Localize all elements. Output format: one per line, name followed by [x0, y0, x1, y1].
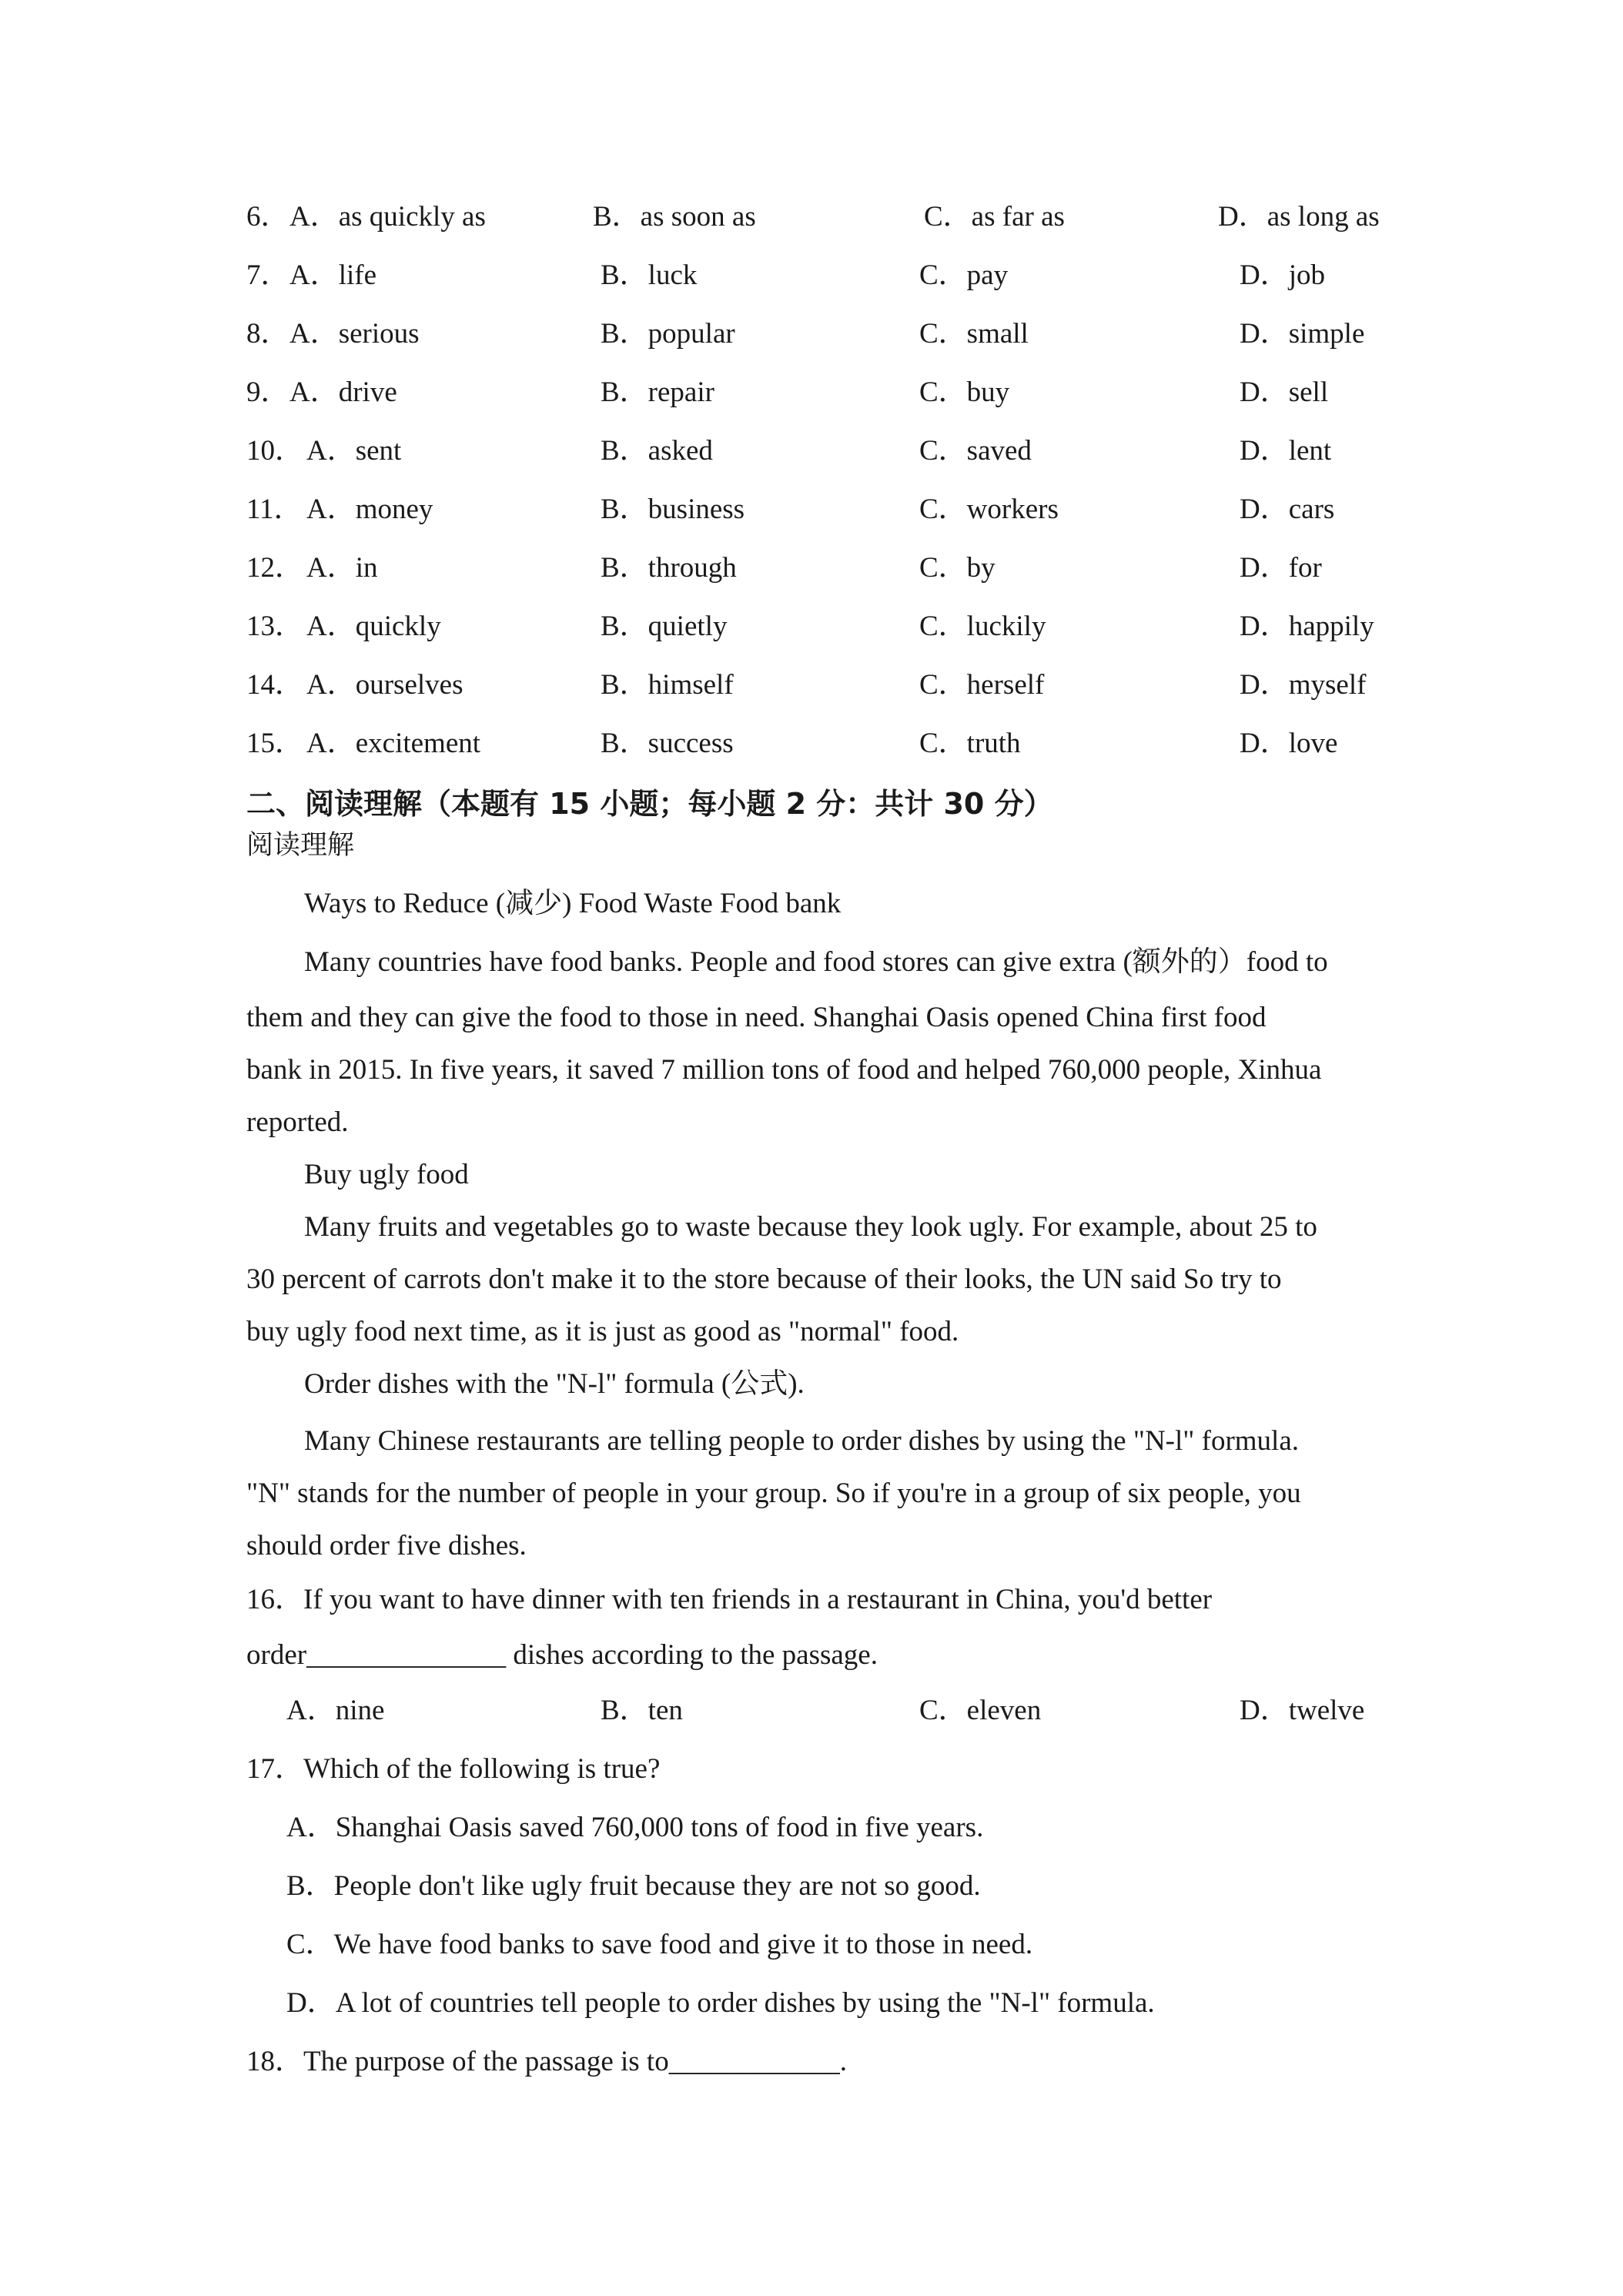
cloze-row-12	[0, 550, 1623, 587]
option-d: D．cars	[1240, 494, 1335, 525]
option-c: C．workers	[919, 494, 1059, 525]
q17-option-d: D．A lot of countries tell people to order dishes by using the "N-l" formula.	[286, 1987, 1155, 2019]
option-a: A．serious	[289, 318, 420, 350]
option-d: D．job	[1240, 259, 1325, 291]
option-a: A．nine	[286, 1695, 385, 1726]
option-a: A．ourselves	[306, 669, 463, 701]
q16-stem-line-1: 16．If you want to have dinner with ten friends in a restaurant in China, you'd better	[246, 1584, 1213, 1615]
option-a: A．life	[289, 259, 377, 291]
cloze-row-8	[0, 316, 1623, 353]
item-number: 14．	[246, 669, 303, 701]
option-b: B．as soon as	[593, 201, 756, 233]
option-b: B．asked	[601, 435, 713, 467]
para1-line-2: them and they can give the food to those in need. Shanghai Oasis opened China first food	[246, 1002, 1267, 1033]
option-d: D．as long as	[1218, 201, 1380, 233]
item-number: 6．	[246, 201, 289, 233]
q17-stem: 17．Which of the following is true?	[246, 1753, 661, 1785]
option-a: A．money	[306, 494, 433, 525]
q16-options	[0, 1692, 1623, 1729]
option-a: A．quickly	[306, 611, 441, 642]
option-c: C．eleven	[919, 1695, 1042, 1726]
subtitle-formula: Order dishes with the "N-l" formula (公式).	[304, 1368, 805, 1400]
para3-line-2: "N" stands for the number of people in your group. So if you're in a group of six people, you	[246, 1478, 1301, 1509]
para3-line-1: Many Chinese restaurants are telling people to order dishes by using the "N-l" formula.	[304, 1425, 1300, 1457]
para1-line-3: bank in 2015. In five years, it saved 7 million tons of food and helped 760,000 people, Xinhua	[246, 1054, 1322, 1086]
q18-stem: 18．The purpose of the passage is to____________.	[246, 2046, 847, 2077]
option-b: B．ten	[601, 1695, 683, 1726]
option-c: C．saved	[919, 435, 1032, 467]
item-number: 7．	[246, 259, 289, 291]
option-b: B．luck	[601, 259, 698, 291]
option-d: D．for	[1240, 552, 1322, 584]
option-d: D．happily	[1240, 611, 1374, 642]
para2-line-2: 30 percent of carrots don't make it to the store because of their looks, the UN said So try to	[246, 1263, 1282, 1295]
option-c: C．as far as	[924, 201, 1065, 233]
option-a: A．drive	[289, 377, 397, 408]
cloze-row-14	[0, 667, 1623, 704]
option-d: D．twelve	[1240, 1695, 1365, 1726]
item-number: 10．	[246, 435, 303, 467]
option-c: C．herself	[919, 669, 1045, 701]
section-heading: 二、阅读理解（本题有 15 小题；每小题 2 分：共计 30 分）	[246, 787, 1053, 821]
q16-stem-line-2: order______________ dishes according to the passage.	[246, 1639, 878, 1671]
cloze-row-10	[0, 433, 1623, 470]
option-b: B．quietly	[601, 611, 728, 642]
item-number: 11．	[246, 494, 303, 525]
option-c: C．pay	[919, 259, 1009, 291]
option-d: D．simple	[1240, 318, 1365, 350]
cloze-row-13	[0, 608, 1623, 645]
option-b: B．repair	[601, 377, 714, 408]
option-b: B．popular	[601, 318, 735, 350]
cloze-row-7	[0, 257, 1623, 294]
option-d: D．myself	[1240, 669, 1367, 701]
section-subheading: 阅读理解	[246, 830, 355, 861]
cloze-row-6	[0, 199, 1623, 236]
passage-title: Ways to Reduce (减少) Food Waste Food bank	[304, 888, 842, 919]
option-c: C．truth	[919, 728, 1021, 759]
item-number: 13．	[246, 611, 303, 642]
option-d: D．sell	[1240, 377, 1329, 408]
para1-line-1: Many countries have food banks. People and food stores can give extra (额外的）food to	[304, 946, 1328, 978]
item-number: 8．	[246, 318, 289, 350]
option-c: C．small	[919, 318, 1029, 350]
option-a: A．as quickly as	[289, 201, 486, 233]
cloze-row-15	[0, 725, 1623, 762]
option-c: C．buy	[919, 377, 1010, 408]
q17-option-c: C．We have food banks to save food and give it to those in need.	[286, 1929, 1033, 1960]
option-b: B．himself	[601, 669, 734, 701]
option-b: B．business	[601, 494, 745, 525]
cloze-row-11	[0, 491, 1623, 528]
option-c: C．luckily	[919, 611, 1046, 642]
q17-option-a: A．Shanghai Oasis saved 760,000 tons of food in five years.	[286, 1812, 984, 1843]
option-d: D．lent	[1240, 435, 1332, 467]
cloze-row-9	[0, 374, 1623, 411]
para2-line-1: Many fruits and vegetables go to waste because they look ugly. For example, about 25 to	[304, 1211, 1317, 1243]
option-b: B．through	[601, 552, 737, 584]
option-c: C．by	[919, 552, 996, 584]
para3-line-3: should order five dishes.	[246, 1530, 527, 1561]
q17-option-b: B．People don't like ugly fruit because they are not so good.	[286, 1870, 981, 1902]
option-b: B．success	[601, 728, 734, 759]
option-d: D．love	[1240, 728, 1338, 759]
item-number: 15．	[246, 728, 303, 759]
item-number: 12．	[246, 552, 303, 584]
subtitle-ugly-food: Buy ugly food	[304, 1159, 469, 1190]
option-a: A．excitement	[306, 728, 481, 759]
para1-line-4: reported.	[246, 1106, 349, 1138]
option-a: A．sent	[306, 435, 402, 467]
option-a: A．in	[306, 552, 378, 584]
item-number: 9．	[246, 377, 289, 408]
para2-line-3: buy ugly food next time, as it is just as good as "normal" food.	[246, 1316, 959, 1347]
